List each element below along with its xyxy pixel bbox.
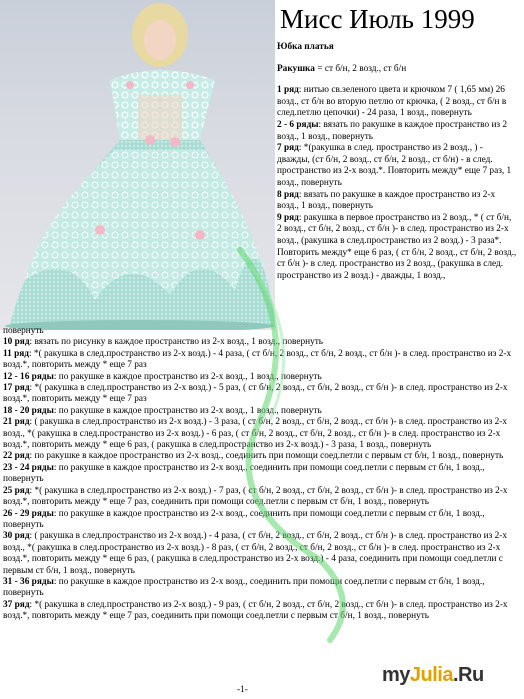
- site-watermark: [382, 664, 484, 687]
- row-instruction: [277, 120, 517, 143]
- row-instruction: [3, 337, 517, 348]
- row-label: 8 ряд: [277, 189, 299, 200]
- row-instruction: [277, 213, 517, 283]
- row-instruction: [3, 531, 517, 577]
- row-text: : ( ракушка в след.пространство из 2-х возд.) - 4 раза, ( ст б/н, 2 возд., ст б/н, 2 возд., ст б/н )- в след. пространство из 2-х возд., *( ракушка в след.пространство из 2-х возд.) - 8 раз, ( ст б/н, 2 возд., ст б/н, 2 возд., ст б/н )- в след. пространство из 2-х возд.*, повторить между * еще 6 раз, ( ракушка в след.пространство из 2-х возд.) - 4 раза, соединить при помощи соед.петли с первым ст б/н, 1 возд., повернуть: [3, 531, 508, 576]
- row-instruction: [3, 383, 517, 406]
- row-instruction: [277, 190, 517, 213]
- row-label: 23 - 24 ряды: [3, 462, 54, 473]
- row-label: 11 ряд: [3, 348, 30, 359]
- row-label: 17 ряд: [3, 383, 30, 394]
- row-instruction: [3, 509, 517, 532]
- row-instruction: [3, 486, 517, 509]
- row-text: : *( ракушка в след.пространство из 2-х возд.) - 9 раз, ( ст б/н, 2 возд., ст б/н, 2 возд., ст б/н )- в след. пространство из 2-х возд.*, повторить между * еще 7 раз, соединить при помощи соед.петли с первым ст б/н, 1 возд., повернуть: [3, 599, 508, 622]
- row-instruction: [3, 463, 517, 486]
- row-instruction: [3, 600, 517, 623]
- watermark-part: .Ru: [452, 664, 484, 686]
- row-label: 30 ряд: [3, 531, 30, 542]
- row-label: 21 ряд: [3, 417, 30, 428]
- row-text: : вязать по ракушке в каждое пространство из 2 возд., 1 возд., повернуть: [277, 119, 508, 142]
- section-subtitle: Юбка платья: [277, 42, 334, 52]
- row-label: 18 - 20 ряды: [3, 405, 54, 416]
- row-label: 9 ряд: [277, 212, 299, 223]
- row-label: 22 ряд: [3, 451, 30, 462]
- row-text: : нитью св.зеленого цвета и крючком 7 ( 1,65 мм) 26 возд., ст б/н во вторую петлю от крючка, ( 2 возд., ст б/н в след.петлю цепочки) - 24 раза, 1 возд., повернуть: [277, 85, 507, 119]
- watermark-part: my: [382, 664, 410, 686]
- row-instruction: [3, 417, 517, 451]
- row-text: : по ракушке в каждое пространство из 2-х возд., 1 возд., повернуть: [53, 371, 322, 382]
- rakushka-definition: [277, 64, 517, 76]
- row-label: 7 ряд: [277, 143, 299, 154]
- row-instruction: [277, 85, 517, 120]
- row-text: : по ракушке в каждое пространство из 2-х возд., соединить при помощи соед.петли с первым ст б/н, 1 возд., повернуть: [3, 462, 485, 485]
- row-text: : ракушка в первое пространство из 2 возд., * ( ст б/н, 2 возд., ст б/н, 2 возд., ст б/н )- в след. пространство из 2-х возд., (ракушка в след.пространство из 2 возд.) - 3 раза*. Повторить между* еще 6 раз, ( ст б/н, 2 возд., ст б/н, 2 возд., ст б/н )- в след. пространство из 2 возд., (ракушка в след. пространство из 2 возд.) - дважды, 1 возд.,: [277, 212, 517, 281]
- full-width-instructions: [3, 326, 517, 623]
- row-text: : ( ракушка в след.пространство из 2-х возд.) - 3 раза, ( ст б/н, 2 возд., ст б/н, 2 возд., ст б/н )- в след. пространство из 2-х возд., *( ракушка в след.пространство из 2-х возд.) - 6 раз, ( ст б/н, 2 возд., ст б/н, 2 возд., ст б/н )- в след. пространство из 2-х возд.*, повторить между * еще 6 раз, ( ракушка в след.пространство из 2-х возд.) - 3 раза, 1 возд., повернуть: [3, 417, 508, 451]
- doll-dress-photo: [0, 0, 275, 330]
- row-text: : *( ракушка в след.пространство из 2-х возд.) - 5 раз, ( ст б/н, 2 возд., ст б/н, 2 возд., ст б/н )- в след. пространство из 2-х возд.*, повторить между * еще 7 раз: [3, 383, 508, 405]
- row-instruction: [3, 406, 517, 417]
- row-text: : *(ракушка в след. пространство из 2 возд., ) - дважды, (ст б/н, 2 возд., ст б/н, 2 возд., ст б/н) - в след. пространство из 2-х возд.*. Повторить между* еще 7 раз, 1 возд., повернуть: [277, 143, 512, 188]
- page-title: Мисс Июль 1999: [280, 4, 475, 34]
- row-instruction: [3, 326, 517, 337]
- row-label: 26 - 29 ряды: [3, 508, 54, 519]
- page-number: -1-: [237, 685, 248, 695]
- row-instruction: [3, 451, 517, 462]
- row-instruction: [3, 349, 517, 372]
- row-label: 2 - 6 ряды: [277, 119, 319, 130]
- row-text: : по ракушке в каждое пространство из 2-х возд., 1 возд., повернуть: [53, 405, 322, 416]
- dress-illustration: [0, 0, 275, 330]
- row-instruction: [3, 577, 517, 600]
- row-label: 1 ряд: [277, 85, 299, 96]
- watermark-part: Julia: [409, 664, 453, 686]
- row-text: : по ракушке в каждое пространство из 2-х возд., соединить при помощи соед.петли с первым ст б/н, 1 возд., повернуть: [29, 451, 504, 462]
- row-text: : *( ракушка в след.пространство из 2-х возд.) - 7 раз, ( ст б/н, 2 возд., ст б/н, 2 возд., ст б/н )- в след. пространство из 2-х возд.*, повторить между * еще 7 раз, соединить при помощи соед.петли с первым ст б/н, 1 возд., повернуть: [3, 485, 508, 508]
- row-text: : *( ракушка в след.пространство из 2-х возд.) - 4 раза, ( ст б/н, 2 возд., ст б/н, 2 возд., ст б/н )- в след. пространство из 2-х возд.*, повторить между * еще 7 раз: [3, 348, 512, 371]
- row-text: : по ракушке в каждое пространство из 2-х возд., соединить при помощи соед.петли с первым ст б/н, 1 возд., повернуть: [3, 576, 485, 599]
- row-text: : вязать по ракушке в каждое пространство из 2-х возд., 1 возд., повернуть: [277, 189, 496, 212]
- right-column: [277, 42, 517, 282]
- row-label: 37 ряд: [3, 599, 30, 610]
- row-label: 25 ряд: [3, 485, 30, 496]
- row-text: : по ракушке в каждое пространство из 2-х возд., соединить при помощи соед.петли с первым ст б/н, 1 возд., повернуть: [3, 508, 485, 530]
- rakushka-text: = ст б/н, 2 возд., ст б/н: [314, 63, 407, 74]
- row-text: повернуть: [3, 326, 44, 336]
- row-text: : вязать по рисунку в каждое пространство из 2-х возд., 1 возд., повернуть: [29, 337, 324, 348]
- row-instruction: [277, 143, 517, 189]
- row-instruction: [3, 372, 517, 383]
- row-label: 10 ряд: [3, 337, 30, 348]
- row-label: 31 - 36 ряды: [3, 576, 54, 587]
- row-label: 12 - 16 ряды: [3, 371, 54, 382]
- rakushka-label: Ракушка: [277, 63, 315, 74]
